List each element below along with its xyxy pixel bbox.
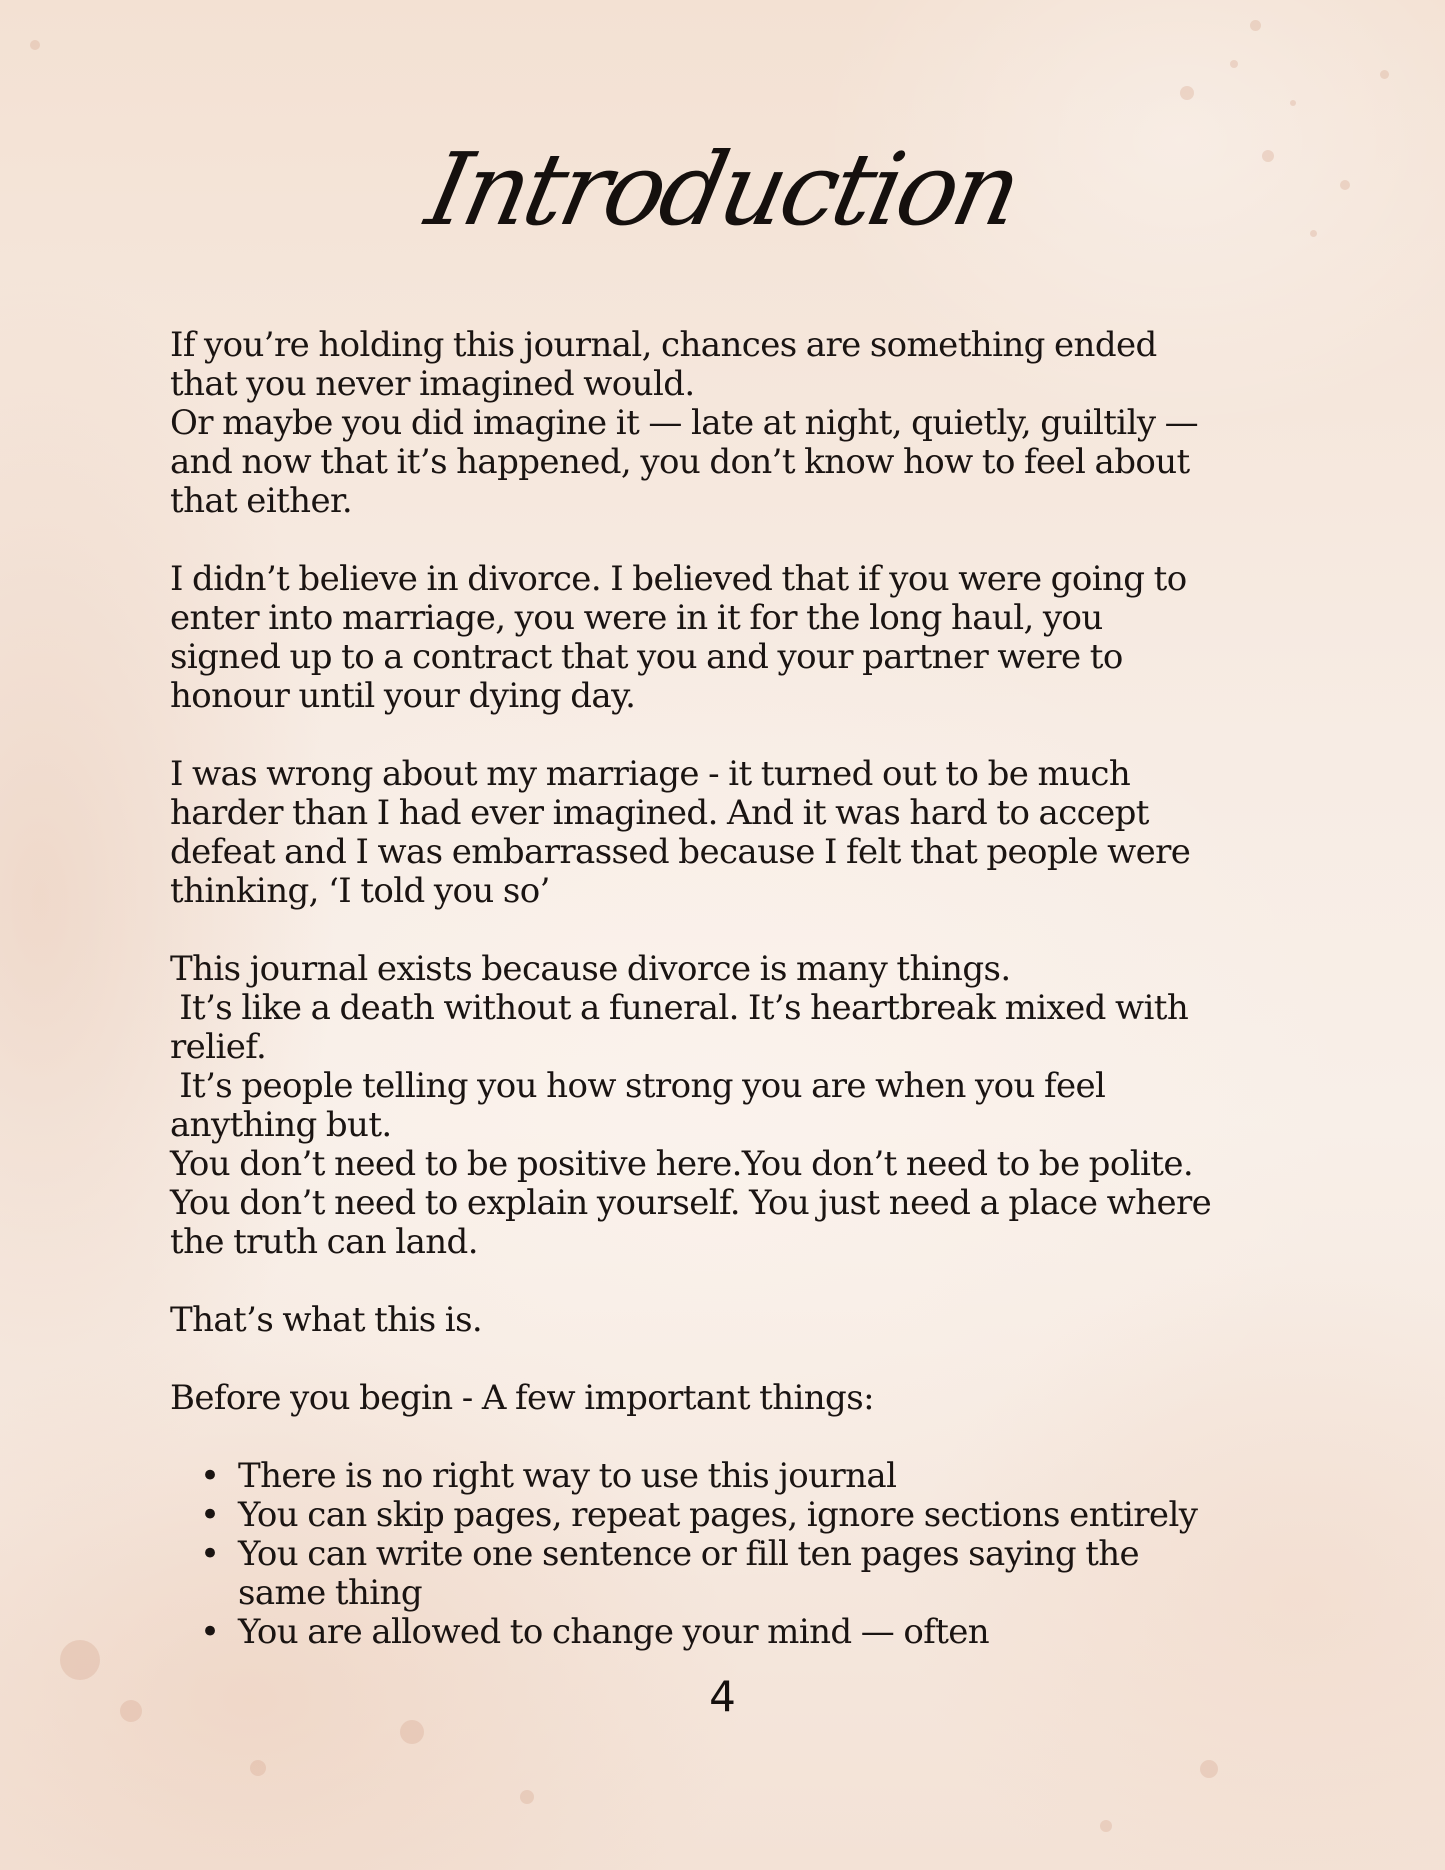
list-item	[238, 1613, 1300, 1652]
list-item	[238, 1535, 1300, 1613]
list-item	[238, 1457, 1300, 1496]
text-line: defeat and I was embarrassed because I felt that people were	[170, 832, 1191, 872]
paragraph	[170, 1379, 1300, 1418]
text-line: that either.	[170, 481, 353, 521]
text-line: If you’re holding this journal, chances are something ended	[170, 325, 1157, 365]
paragraph	[170, 326, 1300, 521]
paint-speck	[1230, 60, 1238, 68]
text-line: anything but.	[170, 1105, 392, 1145]
text-line: You don’t need to explain yourself. You just need a place where	[170, 1183, 1212, 1223]
text-line: that you never imagined would.	[170, 364, 695, 404]
text-line: Before you begin - A few important things:	[170, 1378, 874, 1418]
text-line: and now that it’s happened, you don’t know how to feel about	[170, 442, 1190, 482]
list-item-text: There is no right way to use this journal	[238, 1456, 897, 1496]
text-line: signed up to a contract that you and your partner were to	[170, 637, 1123, 677]
text-line: You don’t need to be positive here.You don’t need to be polite.	[170, 1144, 1194, 1184]
paint-speck	[1380, 70, 1389, 79]
text-line: enter into marriage, you were in it for the long haul, you	[170, 598, 1103, 638]
text-line: harder than I had ever imagined. And it was hard to accept	[170, 793, 1149, 833]
paragraph	[170, 1301, 1300, 1340]
paragraph	[170, 755, 1300, 911]
text-line: It’s like a death without a funeral. It’s heartbreak mixed with	[170, 988, 1189, 1028]
text-line: thinking, ‘I told you so’	[170, 871, 550, 911]
text-line: It’s people telling you how strong you are when you feel	[170, 1066, 1106, 1106]
paragraph	[170, 560, 1300, 716]
text-line: honour until your dying day.	[170, 676, 636, 716]
paint-speck	[1250, 20, 1261, 31]
text-line: I was wrong about my marriage - it turned out to be much	[170, 754, 1131, 794]
text-line: This journal exists because divorce is many things.	[170, 949, 1011, 989]
paint-speck	[1200, 1760, 1218, 1778]
list-item-text: You can write one sentence or fill ten pages saying the	[238, 1534, 1140, 1574]
paragraph	[170, 950, 1300, 1262]
text-line: the truth can land.	[170, 1222, 478, 1262]
paint-speck	[1180, 86, 1194, 100]
list-item-text: same thing	[238, 1573, 422, 1613]
page-title: Introduction	[417, 131, 1028, 248]
paint-speck	[520, 1790, 534, 1804]
page-number: 4	[709, 1672, 736, 1721]
text-line: Or maybe you did imagine it — late at night, quietly, guiltily —	[170, 403, 1199, 443]
paint-speck	[250, 1760, 266, 1776]
paint-speck	[1100, 1820, 1112, 1832]
body-text	[170, 326, 1300, 1652]
text-line: relief.	[170, 1027, 267, 1067]
bullet-list	[170, 1457, 1300, 1652]
paint-speck	[1290, 100, 1296, 106]
list-item-text: You can skip pages, repeat pages, ignore sections entirely	[238, 1495, 1198, 1535]
text-line: That’s what this is.	[170, 1300, 483, 1340]
list-item	[238, 1496, 1300, 1535]
text-line: I didn’t believe in divorce. I believed that if you were going to	[170, 559, 1187, 599]
list-item-text: You are allowed to change your mind — often	[238, 1612, 990, 1652]
paint-speck	[30, 40, 40, 50]
paint-speck	[400, 1720, 424, 1744]
